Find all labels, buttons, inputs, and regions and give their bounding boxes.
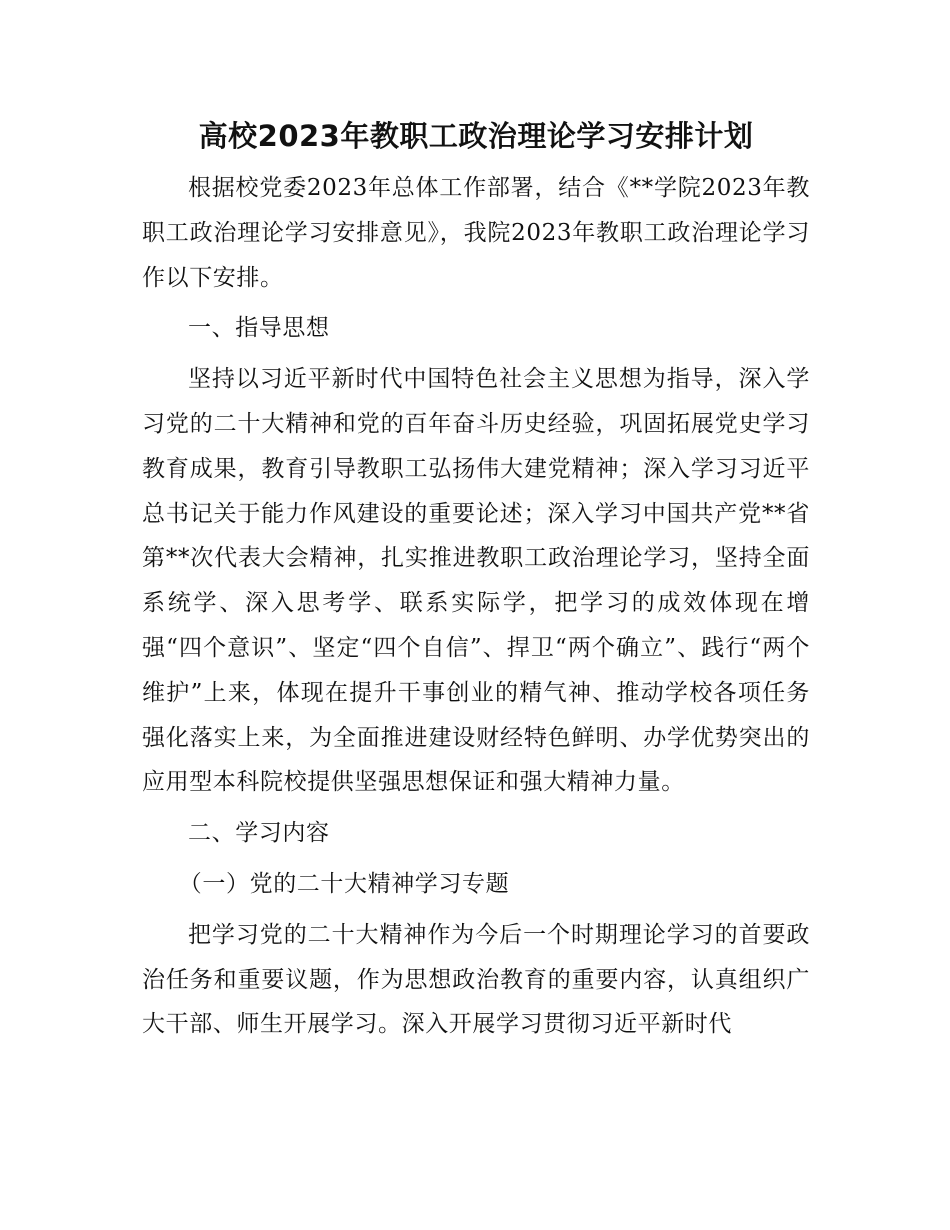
section-heading-study-content: 二、学习内容 (188, 820, 330, 847)
document-page (142, 112, 810, 1047)
section-heading-guiding-ideology: 一、指导思想 (188, 315, 330, 342)
guiding-ideology-paragraph: 坚持以习近平新时代中国特色社会主义思想为指导，深入学习党的二十大精神和党的百年奋斗历史经验，巩固拓展党史学习教育成果，教育引导教职工弘扬伟大建党精神；深入学习习近平总书记关于能力作风建设的重要论述；深入学习中国共产党**省第**次代表大会精神，扎实推进教职工政治理论学习，坚持全面系统学、深入思考学、联系实际学，把学习的成效体现在增强“四个意识”、坚定“四个自信”、捍卫“两个确立”、践行“两个维护”上来，体现在提升干事创业的精气神、推动学校各项任务强化落实上来，为全面推进建设财经特色鲜明、办学优势突出的应用型本科院校提供坚强思想保证和强大精神力量。 (142, 366, 810, 796)
subsection-heading-twentieth-congress: （一）党的二十大精神学习专题 (178, 870, 510, 897)
intro-paragraph: 根据校党委2023年总体工作部署，结合《**学院2023年教职工政治理论学习安排意见》，我院2023年教职工政治理论学习作以下安排。 (142, 175, 810, 291)
twentieth-congress-paragraph: 把学习党的二十大精神作为今后一个时期理论学习的首要政治任务和重要议题，作为思想政治教育的重要内容，认真组织广大干部、师生开展学习。深入开展学习贯彻习近平新时代 (142, 921, 810, 1038)
document-title: 高校2023年教职工政治理论学习安排计划 (198, 119, 754, 153)
